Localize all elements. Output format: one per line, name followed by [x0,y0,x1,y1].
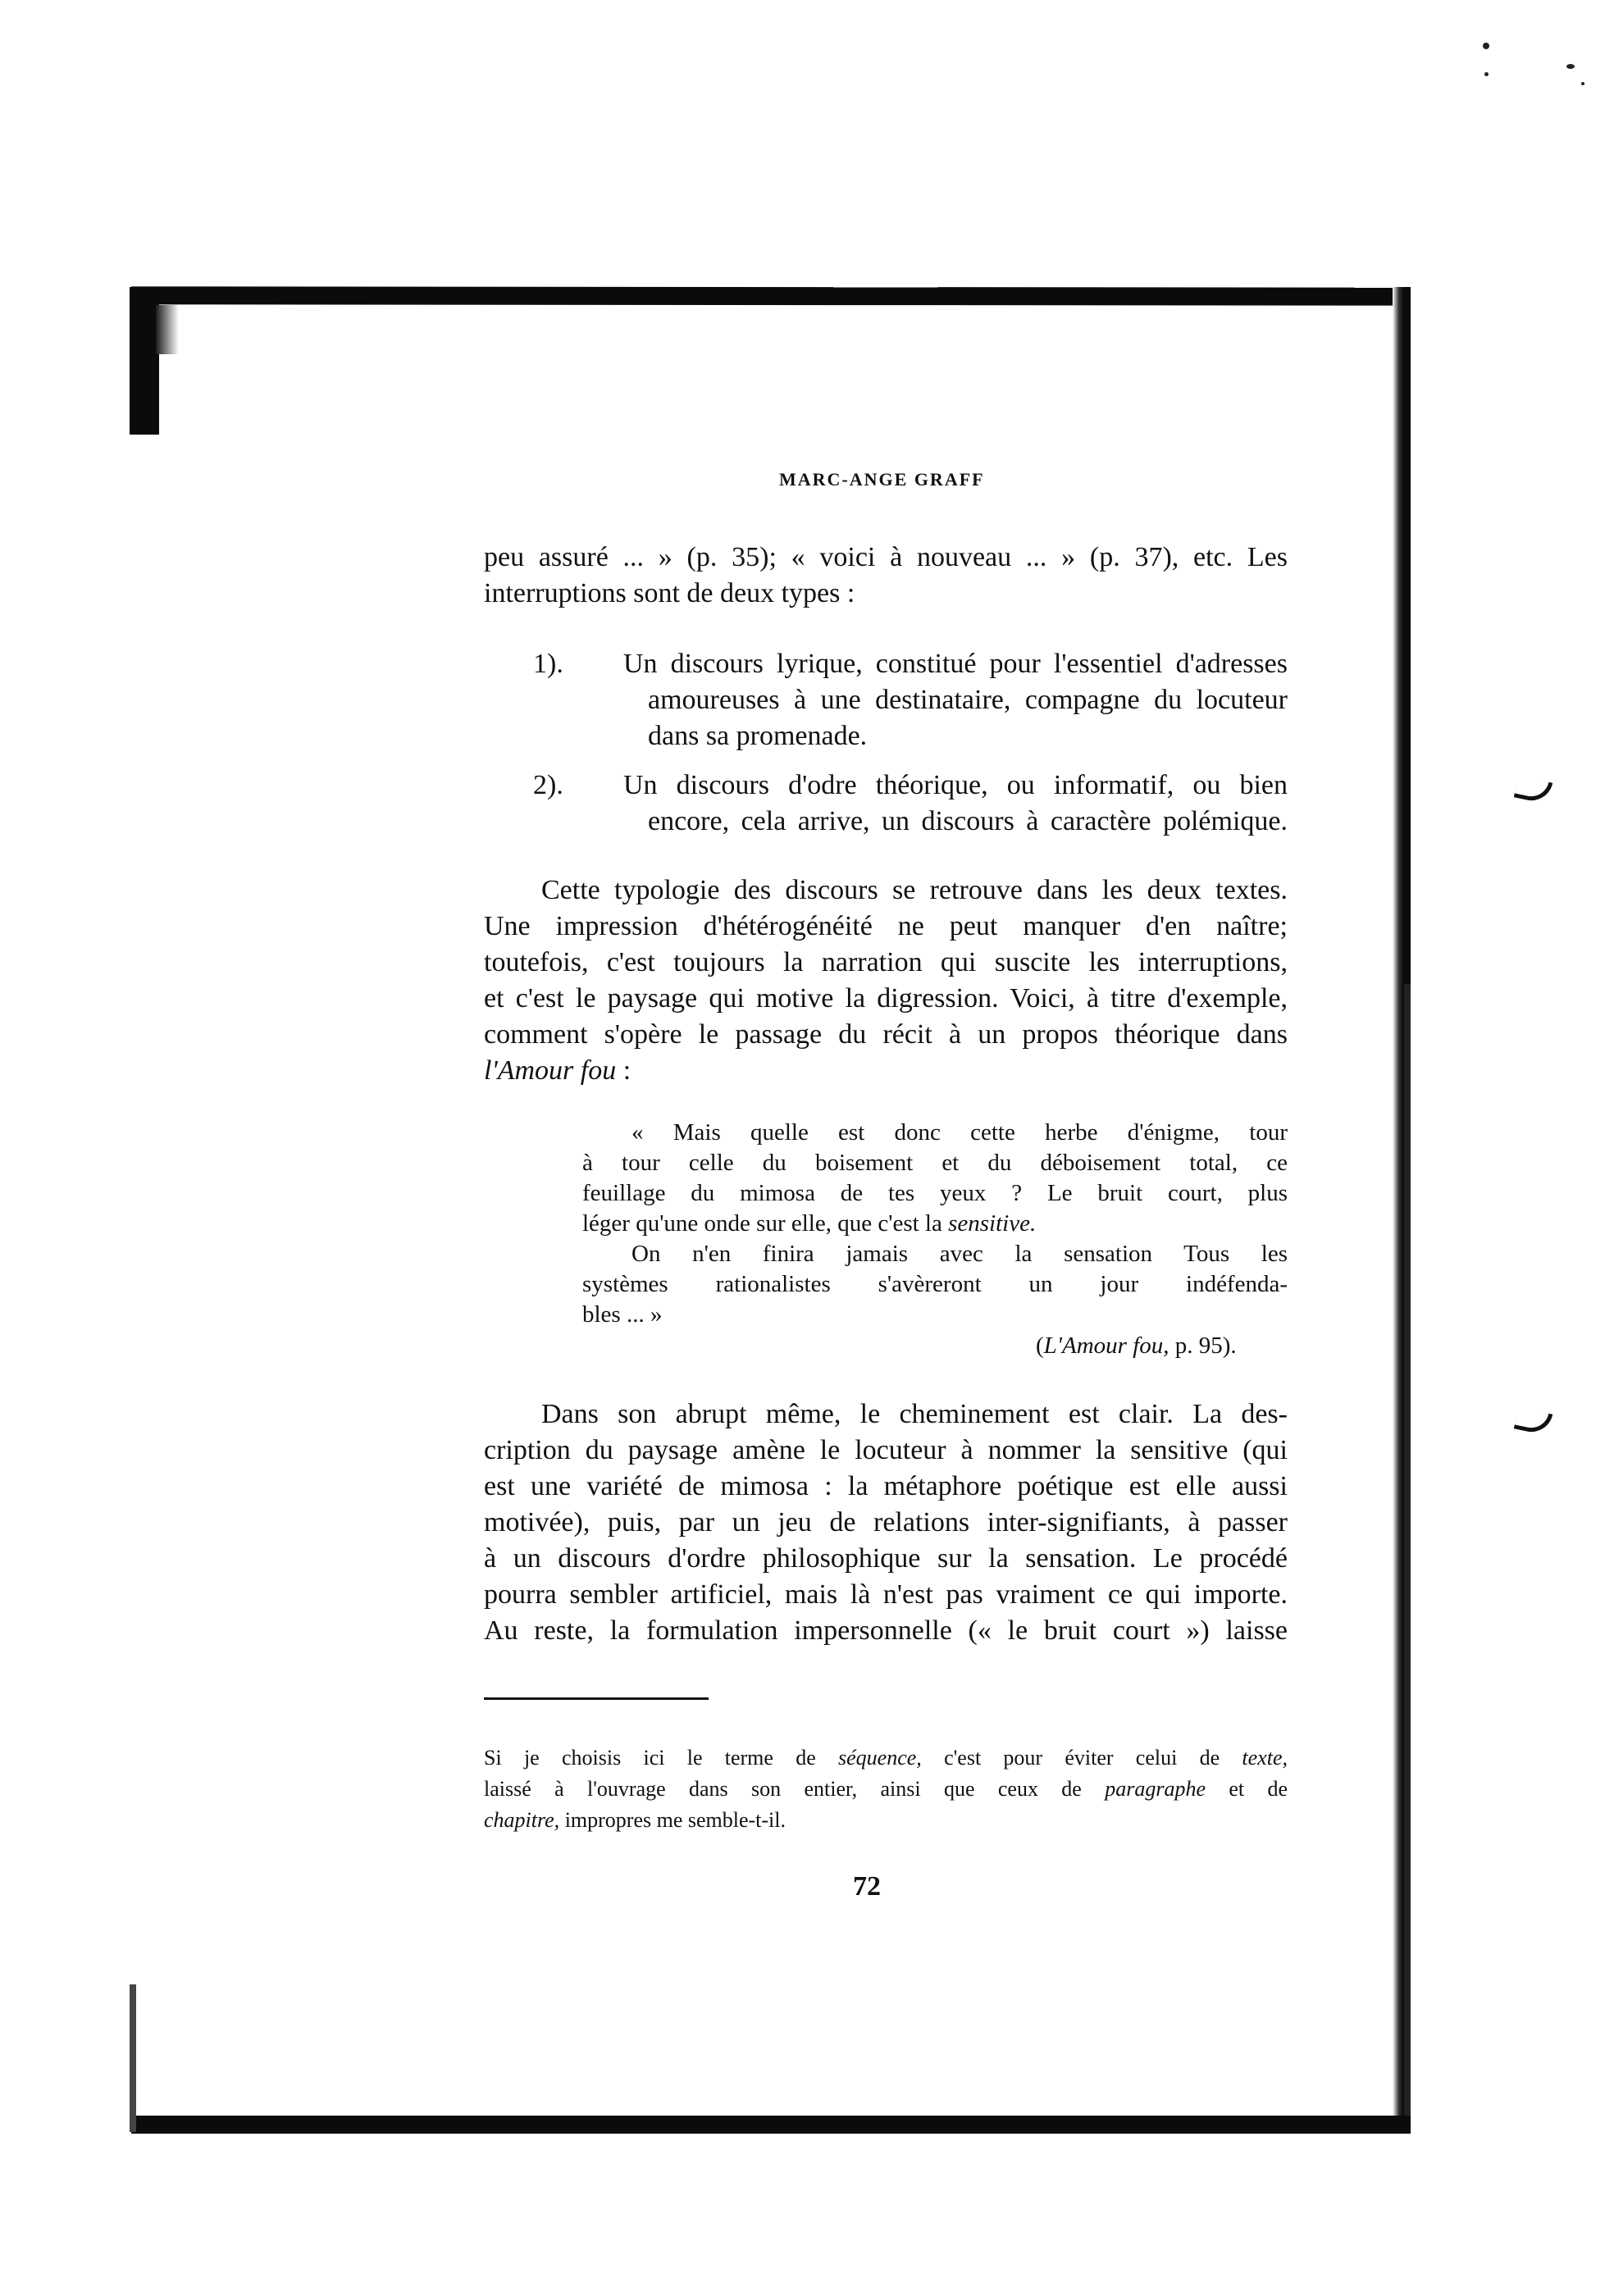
scan-speck [1581,82,1584,85]
list-number: 1). [533,649,563,679]
body-line: est une variété de mimosa : la métaphore poétique est elle aussi [484,1471,1288,1501]
body-line: Cette typologie des discours se retrouve dans les deux textes. [541,875,1288,905]
italic-word: sensitive. [948,1210,1037,1237]
list-line: encore, cela arrive, un discours à caractère polémique. [648,806,1288,836]
quote-line: à tour celle du boisement et du déboisement total, ce [582,1150,1288,1176]
list-item [533,768,1288,840]
quote-line [582,1209,1288,1239]
footnote-line [484,1774,1288,1805]
list-line: dans sa promenade. [648,721,868,751]
scan-border-bottom [131,2116,1411,2134]
italic-word: séquence, [838,1746,922,1770]
quote-line: « Mais quelle est donc cette herbe d'énigme, tour [631,1119,1288,1146]
list-line: Un discours lyrique, constitué pour l'essentiel d'adresses [623,649,1288,679]
scan-border-left [130,287,159,435]
text-fragment: ( [1036,1332,1044,1359]
scan-border-left-lower [130,1984,136,2132]
block-quote [582,1118,1288,1330]
text-fragment: Si je choisis ici le terme de [484,1746,839,1770]
body-line: et c'est le paysage qui motive la digression. Voici, à titre d'exemple, [484,983,1288,1014]
text-fragment: et de [1205,1777,1288,1801]
scan-shadow [156,305,179,354]
text-fragment: p. 95). [1169,1332,1237,1359]
body-line [484,1053,1288,1089]
quote-line: systèmes rationalistes s'avèreront un jour indéfenda- [582,1271,1288,1297]
body-line: pourra sembler artificiel, mais là n'est pas vraiment ce qui importe. [484,1579,1288,1610]
book-title: l'Amour fou [484,1055,617,1086]
quote-line: feuillage du mimosa de tes yeux ? Le bruit court, plus [582,1180,1288,1206]
scan-border-right-inner [1404,984,1411,2132]
citation [1036,1332,1237,1360]
italic-word: chapitre, [484,1808,560,1832]
text-fragment: impropres me semble-t-il. [559,1808,786,1832]
text-fragment: : [616,1055,631,1086]
italic-word: paragraphe [1105,1777,1206,1801]
scan-border-top [131,286,1411,305]
margin-check-mark [1514,776,1553,804]
scan-speck [1566,64,1575,69]
footnote-rule [484,1697,709,1700]
body-line: interruptions sont de deux types : [484,578,855,608]
text-fragment: c'est pour éviter celui de [921,1746,1242,1770]
body-line: Dans son abrupt même, le cheminement est clair. La des- [541,1399,1288,1429]
list-item [533,646,1288,754]
running-header: MARC-ANGE GRAFF [779,469,985,490]
margin-check-mark [1514,1407,1553,1436]
body-line: toutefois, c'est toujours la narration qui suscite les interruptions, [484,947,1288,977]
footnote-line [484,1742,1288,1774]
body-line: cription du paysage amène le locuteur à nommer la sensitive (qui [484,1435,1288,1465]
italic-word: texte, [1242,1746,1288,1770]
page-number: 72 [853,1871,881,1902]
list-line: Un discours d'odre théorique, ou informatif, ou bien [623,770,1288,800]
footnote [484,1742,1288,1836]
body-line: à un discours d'ordre philosophique sur la sensation. Le procédé [484,1543,1288,1574]
quote-line: bles ... » [582,1301,663,1328]
body-line: Au reste, la formulation impersonnelle (« le bruit court ») laisse [484,1615,1288,1646]
book-title: L'Amour fou, [1043,1332,1169,1359]
body-line: motivée), puis, par un jeu de relations inter-signifiants, à passer [484,1507,1288,1538]
body-line: Une impression d'hétérogénéité ne peut manquer d'en naître; [484,911,1288,941]
body-line: comment s'opère le passage du récit à un propos théorique dans [484,1019,1288,1050]
scan-speck [1484,72,1489,76]
body-line: peu assuré ... » (p. 35); « voici à nouveau ... » (p. 37), etc. Les [484,542,1288,572]
scan-speck [1483,43,1489,49]
list-number: 2). [533,770,563,800]
quote-line: On n'en finira jamais avec la sensation Tous les [631,1241,1288,1267]
text-fragment: léger qu'une onde sur elle, que c'est la [582,1210,949,1237]
footnote-line [484,1805,1288,1836]
list-line: amoureuses à une destinataire, compagne du locuteur [648,685,1288,715]
text-fragment: laissé à l'ouvrage dans son entier, ainsi que ceux de [484,1777,1106,1801]
